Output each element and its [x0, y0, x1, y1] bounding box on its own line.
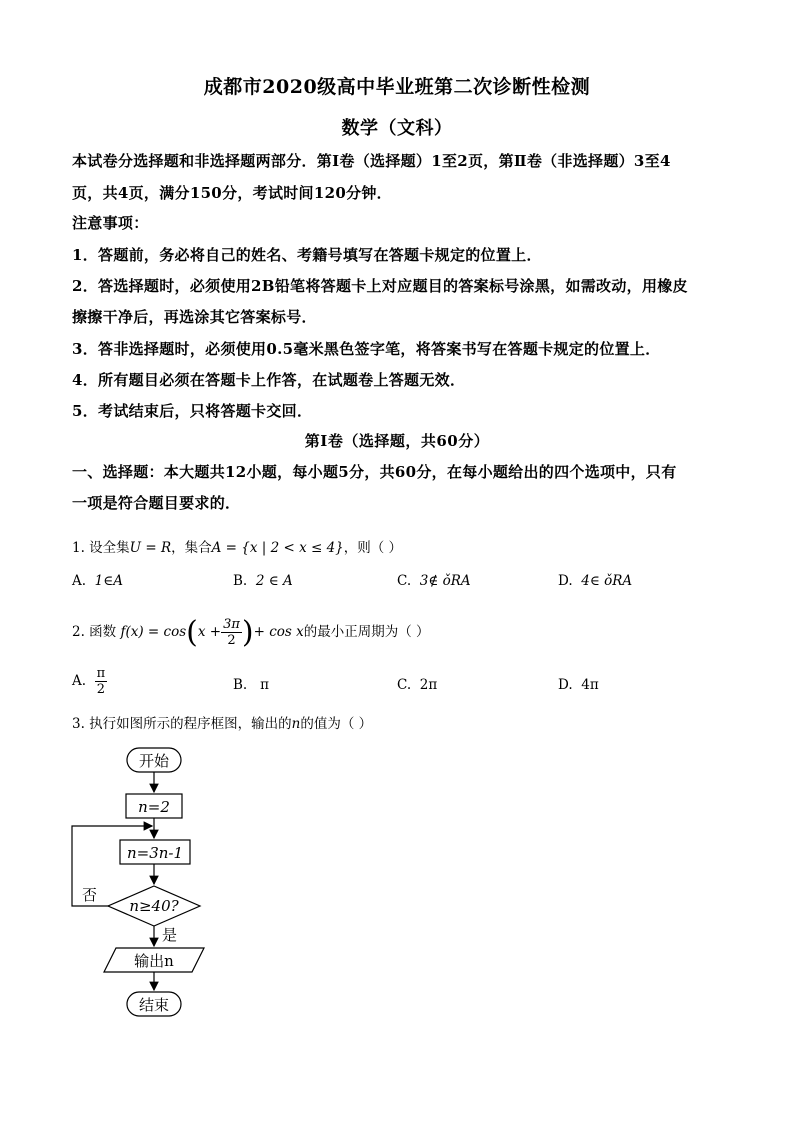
- fraction-denominator: 2: [227, 633, 236, 648]
- q2-post: 的最小正周期为（ ）: [303, 624, 430, 640]
- q1-set-a: A = {x | 2 < x ≤ 4}: [211, 540, 344, 556]
- q1-post: ，则（ ）: [343, 540, 403, 556]
- option-value: π: [260, 677, 269, 693]
- section-title: 第Ⅰ卷（选择题，共60分）: [304, 432, 490, 450]
- option-label: B.: [233, 677, 248, 693]
- note-5: 5．考试结束后，只将答题卡交回．: [72, 402, 313, 420]
- option-label: A.: [72, 673, 87, 689]
- option-value: 2π: [419, 677, 438, 693]
- fraction-numerator: 3π: [223, 617, 240, 632]
- q1-universal-set: U = R: [129, 540, 172, 556]
- option-label: D.: [558, 573, 573, 589]
- q1-option-b: [233, 573, 293, 589]
- option-label: A.: [72, 573, 87, 589]
- note-3: 3．答非选择题时，必须使用0.5毫米黑色签字笔，将答案书写在答题卡规定的位置上．: [72, 340, 661, 358]
- q2-option-b: [233, 677, 269, 693]
- q1-option-c: [397, 573, 471, 589]
- option-label: D.: [558, 677, 573, 693]
- q2-x-plus: x +: [197, 624, 222, 640]
- intro-line-2: 页，共4页，满分150分，考试时间120分钟．: [72, 184, 392, 202]
- note-2a: 2．答选择题时，必须使用2B铅笔将答题卡上对应题目的答案标号涂黑，如需改动，用橡皮: [72, 277, 688, 295]
- q1-prefix: 1. 设全集: [72, 540, 130, 556]
- condition-label: n≥40?: [129, 897, 179, 915]
- option-label: C.: [397, 677, 412, 693]
- q3-post: 的值为（ ）: [300, 716, 373, 732]
- option-value: 1∈A: [94, 573, 123, 589]
- q1-option-a: [72, 573, 123, 589]
- q2-func-lhs: f(x) = cos: [120, 624, 187, 640]
- note-4: 4．所有题目必须在答题卡上作答，在试题卷上答题无效．: [72, 371, 466, 389]
- update-label: n=3n-1: [126, 844, 184, 862]
- section-instruction-2: 一项是符合题目要求的．: [72, 494, 241, 512]
- option-value: 3∉ ǒRA: [419, 573, 471, 589]
- q1-option-d: [558, 573, 632, 589]
- q2-prefix: 2. 函数: [72, 624, 117, 640]
- q1-mid: ，集合: [171, 540, 212, 556]
- question-1: [72, 536, 402, 556]
- intro-line-1: 本试卷分选择题和非选择题两部分．第Ⅰ卷（选择题）1至2页，第Ⅱ卷（非选择题）3至4: [72, 152, 671, 170]
- option-label: B.: [233, 573, 248, 589]
- fraction-numerator: π: [96, 666, 106, 681]
- exam-title: 成都市2020级高中毕业班第二次诊断性检测: [203, 76, 591, 98]
- q2-option-c: [397, 677, 437, 693]
- init-label: n=2: [138, 798, 170, 816]
- q2-fraction: [221, 617, 242, 648]
- option-fraction: [95, 666, 108, 697]
- fraction-denominator: 2: [96, 682, 106, 697]
- no-label: 否: [82, 886, 98, 904]
- end-label: 结束: [138, 996, 170, 1014]
- program-flowchart: [60, 740, 220, 1025]
- start-label: 开始: [138, 752, 170, 770]
- q3-text: 3. 执行如图所示的程序框图，输出的: [72, 716, 292, 732]
- option-label: C.: [397, 573, 412, 589]
- yes-label: 是: [162, 926, 178, 944]
- q2-tail: + cos x: [253, 624, 304, 640]
- section-instruction-1: 一、选择题：本大题共12小题，每小题5分，共60分，在每小题给出的四个选项中，只有: [72, 463, 677, 481]
- option-value: 4π: [581, 677, 599, 693]
- q2-option-d: [558, 677, 599, 693]
- note-2b: 擦擦干净后，再选涂其它答案标号．: [72, 308, 317, 326]
- question-3: [72, 712, 372, 732]
- right-paren: ): [241, 615, 254, 650]
- output-label: 输出n: [134, 952, 174, 970]
- q2-option-a: [72, 666, 107, 697]
- left-paren: (: [186, 615, 198, 650]
- note-1: 1．答题前，务必将自己的姓名、考籍号填写在答题卡规定的位置上．: [72, 246, 542, 264]
- q3-n: n: [291, 716, 301, 732]
- option-value: 2 ∈ A: [255, 573, 293, 589]
- exam-subtitle: 数学（文科）: [341, 118, 453, 139]
- notes-title: 注意事项：: [72, 214, 149, 232]
- option-value: 4∈ ǒRA: [581, 573, 633, 589]
- question-2: [72, 615, 430, 650]
